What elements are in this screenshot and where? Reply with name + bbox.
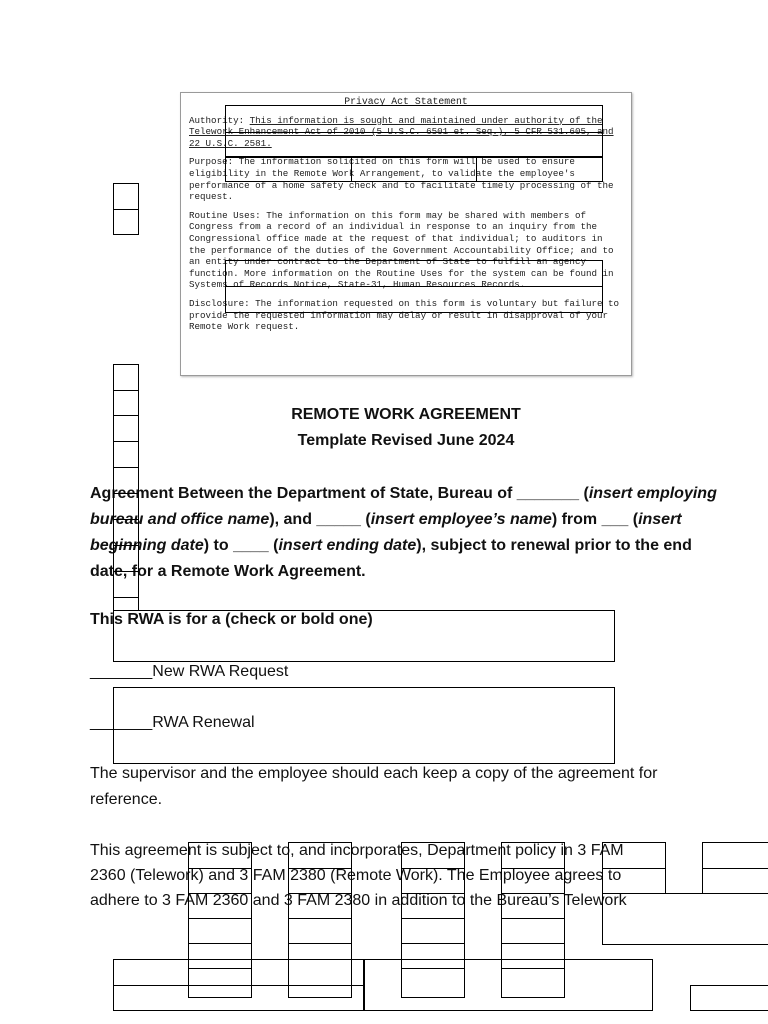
overlay-box bbox=[113, 209, 139, 235]
agreement-text-1: Agreement Between the Department of State, Bureau of _______ ( bbox=[90, 485, 589, 502]
privacy-purpose: Purpose: The information solicited on this form will be used to ensure eligibility in the Remote Work Arrangement, to validate the employee's performance of a home safety check and to facilitate timely processing of the request. bbox=[189, 156, 614, 203]
overlay-box bbox=[113, 467, 139, 494]
rwa-type-heading: This RWA is for a (check or bold one) bbox=[90, 611, 373, 628]
agreement-paragraph bbox=[90, 481, 730, 585]
overlay-box bbox=[501, 918, 565, 944]
overlay-box bbox=[113, 183, 139, 210]
overlay-box bbox=[113, 390, 139, 416]
overlay-box bbox=[113, 493, 139, 520]
overlay-box bbox=[501, 893, 565, 919]
overlay-box bbox=[288, 918, 352, 944]
document-title: REMOTE WORK AGREEMENT bbox=[291, 406, 521, 423]
overlay-box bbox=[702, 842, 768, 869]
overlay-box bbox=[702, 868, 768, 894]
rwa-renewal-option[interactable]: _______RWA Renewal bbox=[90, 714, 255, 731]
overlay-box bbox=[113, 519, 139, 546]
agreement-text-4: ) to ____ ( bbox=[203, 537, 279, 554]
overlay-box bbox=[225, 132, 603, 157]
overlay-box bbox=[188, 868, 252, 894]
overlay-box bbox=[401, 918, 465, 944]
overlay-box bbox=[602, 868, 666, 894]
agreement-placeholder-begin: insert beginning date bbox=[90, 511, 682, 554]
policy-line-3: adhere to 3 FAM 2360 and 3 FAM 2380 in addition to the Bureau’s Telework bbox=[90, 892, 627, 909]
policy-line-1: This agreement is subject to, and incorporates, Department policy in 3 FAM bbox=[90, 842, 624, 859]
new-rwa-option[interactable]: _______New RWA Request bbox=[90, 663, 289, 680]
overlay-box bbox=[501, 868, 565, 894]
privacy-routine-uses: Routine Uses: The information on this form may be shared with members of Congress from a record of an individual in response to an inquiry from the Congressional office made at the request of that individual; to auditors in the performance of the duties of the Government Accountability Office; and to an entity under contract to the Department of State to fulfill an agency function. More information on the Routine Uses for the system can be found in Systems of Records Notice, State-31, Human Resources Records. bbox=[189, 209, 614, 291]
agreement-placeholder-employee: insert employee’s name bbox=[370, 511, 552, 528]
privacy-title: Privacy Act Statement bbox=[344, 96, 468, 107]
overlay-box bbox=[225, 260, 603, 287]
overlay-box bbox=[476, 157, 603, 182]
overlay-box bbox=[113, 415, 139, 442]
overlay-box bbox=[225, 157, 352, 182]
overlay-box bbox=[401, 842, 465, 869]
overlay-box bbox=[113, 441, 139, 468]
agreement-placeholder-bureau: insert employing bureau and office name bbox=[90, 485, 717, 528]
overlay-box bbox=[602, 893, 768, 945]
overlay-box bbox=[113, 959, 364, 986]
privacy-disclosure: Disclosure: The information requested on this form is voluntary but failure to provide the requested information may delay or result in disapproval of your Remote Work request. bbox=[189, 297, 620, 333]
overlay-box bbox=[225, 286, 603, 313]
overlay-box bbox=[602, 842, 666, 869]
overlay-box bbox=[288, 893, 352, 919]
overlay-box bbox=[113, 545, 139, 572]
overlay-box bbox=[364, 959, 653, 1011]
overlay-box bbox=[188, 842, 252, 869]
overlay-box bbox=[225, 105, 603, 133]
overlay-box bbox=[188, 893, 252, 919]
authority-label: Authority: bbox=[189, 114, 245, 126]
policy-line-2: 2360 (Telework) and 3 FAM 2380 (Remote Work). The Employee agrees to bbox=[90, 867, 622, 884]
overlay-box bbox=[113, 571, 139, 598]
overlay-box bbox=[401, 868, 465, 894]
document-subtitle: Template Revised June 2024 bbox=[297, 432, 515, 449]
overlay-box bbox=[113, 610, 615, 662]
overlay-box bbox=[188, 918, 252, 944]
overlay-box bbox=[288, 868, 352, 894]
copy-note: The supervisor and the employee should each keep a copy of the agreement for reference. bbox=[90, 765, 658, 808]
overlay-box bbox=[288, 842, 352, 869]
overlay-box bbox=[690, 985, 768, 1011]
overlay-box bbox=[113, 597, 139, 611]
authority-text: This information is sought and maintained under authority of the Telework Enhancement Act of 2010 (5 U.S.C. 6501 et. Seq.), 5 CFR 531.605, and 22 U.S.C. 2581. bbox=[189, 114, 614, 149]
agreement-text-2: ), and _____ ( bbox=[269, 511, 371, 528]
overlay-box bbox=[113, 687, 615, 764]
agreement-text-5: ), subject to renewal prior to the end date, for a Remote Work Agreement. bbox=[90, 537, 692, 580]
overlay-box bbox=[113, 364, 139, 391]
agreement-placeholder-end: insert ending date bbox=[278, 537, 417, 554]
overlay-box bbox=[113, 985, 364, 1011]
agreement-text-3: ) from ___ ( bbox=[551, 511, 639, 528]
overlay-box bbox=[401, 893, 465, 919]
overlay-box bbox=[501, 842, 565, 869]
overlay-box bbox=[351, 157, 477, 182]
